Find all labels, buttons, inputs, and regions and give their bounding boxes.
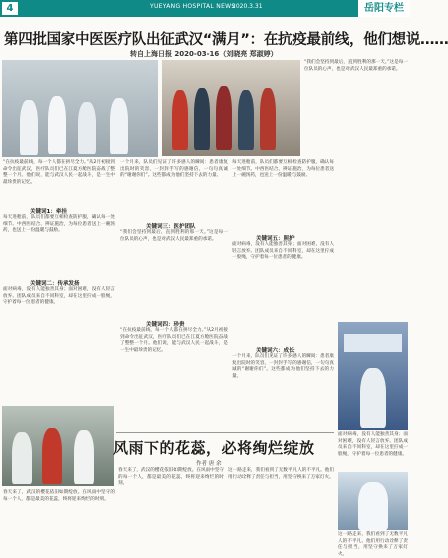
article-paragraph: 每天进舱前，队员们都要互相检查防护服，确认每一处细节。中西医结合、辨证施治，为每位患者送上一碗汤药，也送上一份温暖与鼓励。 [3, 215, 115, 234]
article-subhead: 关键词四：珍贵 [146, 322, 185, 328]
article-paragraph: 一个月来，队员们见证了许多感人的瞬间：患者康复出院时的笑容，一封封手写的感谢信，一句句真诚的“谢谢你们”。这些都成为他们坚持下去的力量。 [120, 160, 228, 179]
article-paragraph: “我们会坚持到最后，直到胜利的那一天。”这是每一位队员的心声，也是对武汉人民最郑重的承诺。 [120, 230, 228, 242]
feature-author: 作者 唐 余 [196, 461, 222, 467]
hospital-interior-photo [338, 322, 408, 430]
article-subhead: 关键词六：成长 [256, 348, 295, 354]
article-paragraph: 面对病毒，没有人能独善其身；面对困难，没有人轻言放弃。团队成员来自不同科室，却在这里拧成一股绳，守护着每一位患者的健康。 [338, 432, 408, 457]
article-subhead: 关键词五：照护 [256, 236, 295, 242]
article-byline: 转自上海日报 2020-03-16（刘晓亮 郑淑婷） [130, 50, 278, 58]
article-subhead: 关键词二：传承发扬 [30, 281, 80, 287]
masthead-bar [0, 0, 410, 17]
group-photo [162, 60, 300, 156]
section-divider [116, 432, 334, 433]
ward-photo [2, 406, 114, 486]
paper-name: YUEYANG HOSPITAL NEWS [150, 3, 236, 10]
feature-title: 风雨下的花蕊，必将绚烂绽放 [113, 439, 315, 457]
article-paragraph: 每天进舱前，队员们都要互相检查防护服，确认每一处细节。中西医结合、辨证施治，为每位患者送上一碗汤药，也送上一份温暖与鼓励。 [232, 160, 334, 179]
page-number: 4 [2, 2, 18, 15]
article-subhead: 关键词三：医护团队 [146, 224, 196, 230]
article-paragraph: “在抗疫最前线，每一个人都在拼尽全力。”从2月初接到命令出征武汉，医疗队员们已在江夏方舱医院奋战了整整一个月。他们说，能与武汉人民一起战斗，是一生中最珍贵的记忆。 [3, 160, 115, 185]
feature-paragraph: 这一路走来，我们看到了无数平凡人的不平凡。他们用行动诠释了责任与担当，用坚守换来了万家灯火。 [228, 468, 334, 480]
feature-paragraph: 春天来了，武汉的樱花依旧如期绽放。在风雨中坚守的每一个人，都是最美的花蕊，终将迎来绚烂的时刻。 [3, 490, 115, 502]
article-paragraph: “在抗疫最前线，每一个人都在拼尽全力。”从2月初接到命令出征武汉，医疗队员们已在江夏方舱医院奋战了整整一个月。他们说，能与武汉人民一起战斗，是一生中最珍贵的记忆。 [120, 328, 228, 353]
article-paragraph: 面对病毒，没有人能独善其身；面对困难，没有人轻言放弃。团队成员来自不同科室，却在这里拧成一股绳，守护着每一位患者的健康。 [3, 287, 115, 306]
article-paragraph: 一个月来，队员们见证了许多感人的瞬间：患者康复出院时的笑容，一封封手写的感谢信，一句句真诚的“谢谢你们”。这些都成为他们坚持下去的力量。 [232, 354, 334, 379]
medical-team-photo [2, 60, 158, 157]
article-headline: 第四批国家中医医疗队出征武汉“满月”：在抗疫最前线，他们想说…… [4, 32, 448, 48]
article-subhead: 关键词1：牵挂 [30, 209, 67, 215]
article-paragraph: 面对病毒，没有人能独善其身；面对困难，没有人轻言放弃。团队成员来自不同科室，却在这里拧成一股绳，守护着每一位患者的健康。 [232, 242, 334, 261]
article-paragraph: “我们会坚持到最后，直到胜利的那一天。”这是每一位队员的心声，也是对武汉人民最郑重的承诺。 [304, 60, 408, 72]
issue-date: 2020.3.31 [232, 3, 263, 10]
doctor-photo [338, 472, 408, 530]
feature-paragraph: 这一路走来，我们看到了无数平凡人的不平凡。他们用行动诠释了责任与担当，用坚守换来了万家灯火。 [338, 532, 408, 557]
feature-paragraph: 春天来了，武汉的樱花依旧如期绽放。在风雨中坚守的每一个人，都是最美的花蕊，终将迎来绚烂的时刻。 [118, 468, 224, 487]
section-name: 岳阳专栏 [358, 0, 410, 17]
